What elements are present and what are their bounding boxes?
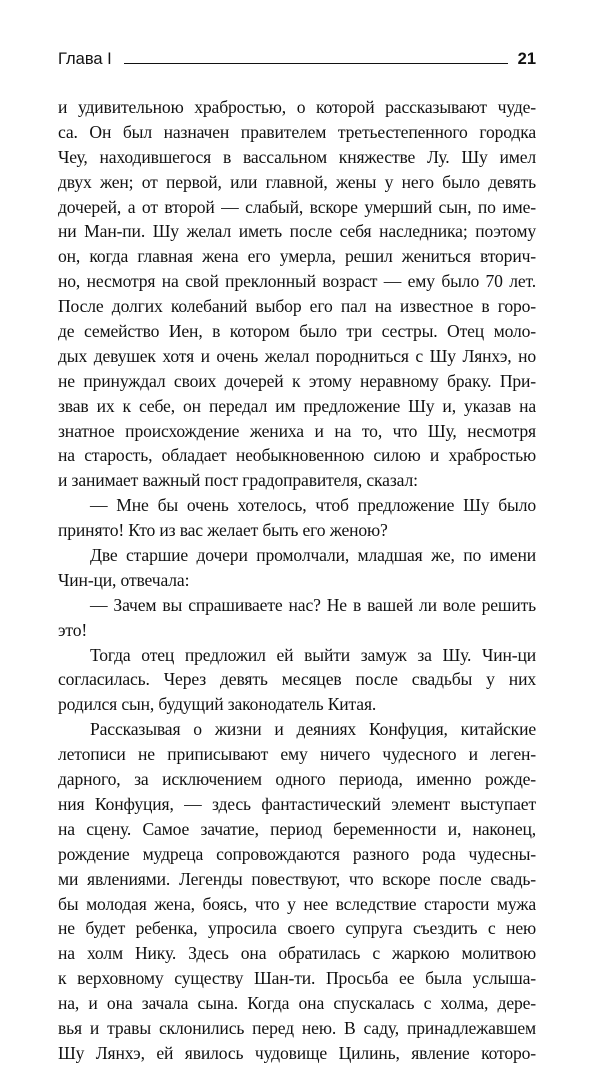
text-line: ни Ман-пи. Шу желал иметь после себя наследника; поэтому <box>58 221 536 242</box>
text-line: на, и она зачала сына. Когда она спускалась с холма, дере- <box>58 993 536 1014</box>
text-line: — Мне бы очень хотелось, чтоб предложение Шу было <box>90 495 536 516</box>
text-line: Рассказывая о жизни и деяниях Конфуция, китайские <box>90 719 536 740</box>
header-rule <box>124 63 508 64</box>
text-line: и занимает важный пост градоправителя, сказал: <box>58 470 418 491</box>
text-line: согласилась. Через девять месяцев после свадьбы у них <box>58 669 536 690</box>
text-line: дых девушек хотя и очень желал породниться с Шу Лянхэ, но <box>58 345 536 366</box>
text-line: бы молодая жена, боясь, что у нее вследствие старости мужа <box>58 893 536 914</box>
text-line: — Зачем вы спрашиваете нас? Не в вашей ли воле решить <box>90 594 536 615</box>
text-line: к верховному существу Шан-ти. Просьба ее была услыша- <box>58 968 536 989</box>
text-line: Чеу, находившегося в вассальном княжестве Лу. Шу имел <box>58 146 536 167</box>
text-line: и удивительною храбростью, о которой рассказывают чуде- <box>58 97 536 117</box>
text-line: После долгих колебаний выбор его пал на известное в горо- <box>58 296 536 317</box>
text-line: рождение мудреца сопровождаются разного рода чудесны- <box>58 843 536 864</box>
text-line: не принуждал своих дочерей к этому неравному браку. При- <box>58 370 536 391</box>
text-line: са. Он был назначен правителем третьестепенного городка <box>58 121 536 142</box>
text-line: принято! Кто из вас желает быть его женою? <box>58 520 388 541</box>
page-number: 21 <box>517 50 536 68</box>
text-line: ми явлениями. Легенды повествуют, что вскоре после свадь- <box>58 868 536 889</box>
text-line: де семейство Иен, в котором было три сестры. Отец моло- <box>58 321 536 342</box>
text-line: Шу Лянхэ, ей явилось чудовище Цилинь, явление которо- <box>58 1042 536 1063</box>
text-line: ния Конфуция, — здесь фантастический элемент выступает <box>58 793 536 814</box>
text-line: не будет ребенка, упросила своего супруга съездить с нею <box>58 918 536 939</box>
text-line: на сцену. Самое зачатие, период беременности и, наконец, <box>58 818 536 839</box>
text-line: летописи не приписывают ему ничего чудесного и леген- <box>58 744 536 765</box>
text-line: Две старшие дочери промолчали, младшая же, по имени <box>90 545 536 566</box>
text-line: звав их к себе, он передал им предложение Шу и, указав на <box>58 395 536 416</box>
text-line: но, несмотря на свой преклонный возраст — ему было 70 лет. <box>58 271 536 292</box>
text-line: дарного, за исключением одного периода, именно рожде- <box>58 769 536 790</box>
text-line: дочерей, а от второй — слабый, вскоре умерший сын, по име- <box>58 196 536 217</box>
text-line: на старость, обладает необыкновенною силою и храбростью <box>58 445 536 466</box>
text-line: родился сын, будущий законодатель Китая. <box>58 694 377 715</box>
text-line: знатное происхождение жениха и на то, что Шу, несмотря <box>58 420 536 441</box>
body-text <box>58 95 536 1066</box>
text-line: Чин-ци, отвечала: <box>58 569 190 590</box>
text-line: это! <box>58 619 88 640</box>
text-line: на холм Нику. Здесь она обратилась с жаркою молитвою <box>58 943 536 964</box>
text-line: он, когда главная жена его умерла, решил жениться вторич- <box>58 246 536 267</box>
chapter-title: Глава I <box>58 50 112 68</box>
text-line: вья и травы склонились перед нею. В саду, принадлежавшем <box>58 1017 536 1038</box>
running-header <box>58 45 536 71</box>
text-line: двух жен; от первой, или главной, жены у него было девять <box>58 171 536 192</box>
text-line: Тогда отец предложил ей выйти замуж за Шу. Чин-ци <box>90 644 536 665</box>
